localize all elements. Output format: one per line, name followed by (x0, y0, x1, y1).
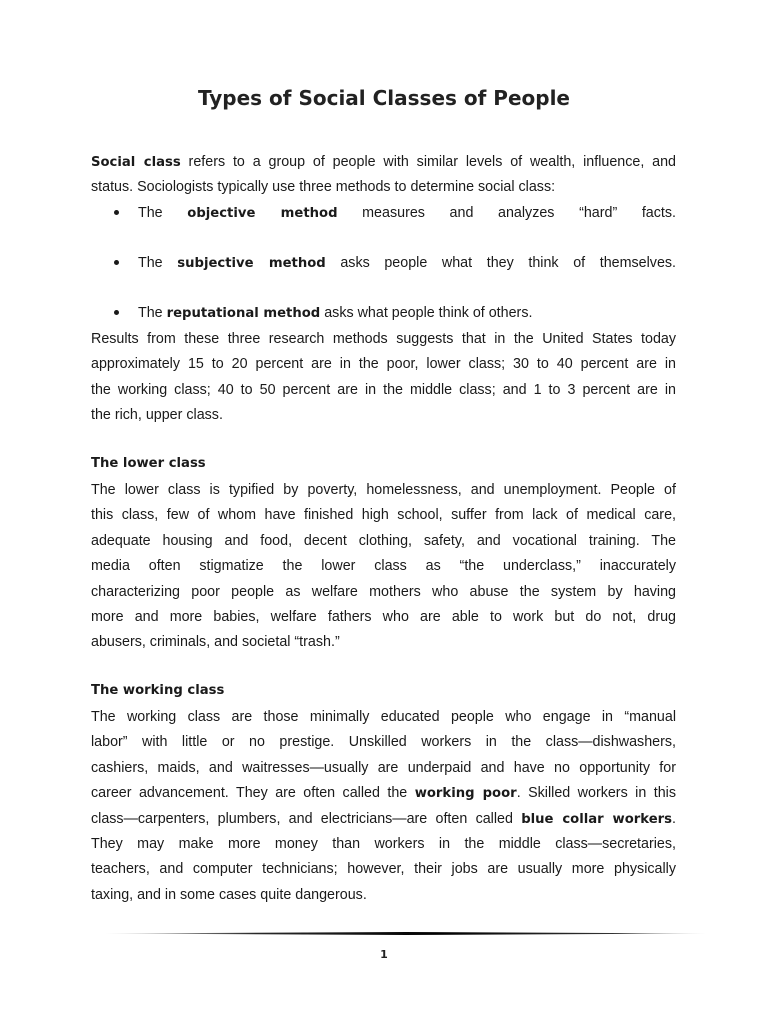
lower-class-paragraph (91, 478, 676, 656)
lower-class-line: adequate housing and food, decent clothing, safety, and vocational training. The (91, 532, 676, 549)
intro-line-2: status. Sociologists typically use three methods to determine social class: (91, 179, 556, 196)
results-paragraph (91, 327, 676, 429)
bullet-text: The subjective method asks people what they think of themselves. (138, 255, 677, 271)
working-class-line: career advancement. They are often called the working poor. Skilled workers in this (91, 785, 676, 802)
working-class-line: class—carpenters, plumbers, and electricians—are often called blue collar workers. (91, 810, 676, 827)
results-line: the rich, upper class. (91, 407, 223, 424)
working-poor-term: working poor (414, 786, 517, 802)
working-class-line: taxing, and in some cases quite dangerous. (91, 886, 367, 903)
lower-class-heading: The lower class (91, 456, 206, 471)
working-class-line: teachers, and computer technicians; however, their jobs are usually more physically (91, 861, 676, 878)
social-class-term: Social class (91, 155, 181, 170)
page-number: 1 (380, 948, 388, 961)
footer-divider (104, 932, 708, 935)
subjective-method-term: subjective method (177, 256, 326, 271)
working-class-line: The working class are those minimally educated people who engage in “manual (91, 709, 676, 725)
results-line: approximately 15 to 20 percent are in the poor, lower class; 30 to 40 percent are in (91, 356, 676, 373)
objective-method-term: objective method (187, 206, 338, 221)
results-line: the working class; 40 to 50 percent are in the middle class; and 1 to 3 percent are in (91, 381, 676, 398)
bullet-icon (114, 310, 119, 315)
working-class-paragraph (91, 705, 676, 908)
intro-paragraph (91, 150, 676, 201)
lower-class-line: media often stigmatize the lower class as “the underclass,” inaccurately (91, 558, 676, 575)
bullet-text: The objective method measures and analyzes “hard” facts. (138, 205, 676, 221)
intro-line-1-text: refers to a group of people with similar levels of wealth, influence, and (180, 154, 676, 170)
page-title: Types of Social Classes of People (197, 86, 570, 110)
intro-line-1 (91, 150, 676, 175)
lower-class-line: more and more babies, welfare fathers who are able to work but do not, drug (91, 609, 676, 626)
working-class-heading: The working class (91, 683, 225, 698)
lower-class-line: abusers, criminals, and societal “trash.” (91, 634, 340, 651)
working-class-line: They may make more money than workers in the middle class—secretaries, (91, 836, 676, 853)
lower-class-line: this class, few of whom have finished high school, suffer from lack of medical care, (91, 507, 676, 524)
bullet-text: The reputational method asks what people think of others. (138, 305, 533, 321)
working-class-line: cashiers, maids, and waitresses—usually are underpaid and have no opportunity for (91, 759, 676, 776)
results-line: Results from these three research methods suggests that in the United States today (91, 331, 676, 347)
bullet-icon (114, 260, 119, 265)
reputational-method-term: reputational method (166, 306, 321, 321)
bullet-icon (114, 210, 119, 215)
lower-class-line: The lower class is typified by poverty, homelessness, and unemployment. People of (91, 482, 676, 498)
working-class-line: labor” with little or no prestige. Unskilled workers in the class—dishwashers, (91, 734, 676, 751)
lower-class-line: characterizing poor people as welfare mothers who abuse the system by having (91, 583, 676, 600)
blue-collar-workers-term: blue collar workers (521, 811, 673, 827)
